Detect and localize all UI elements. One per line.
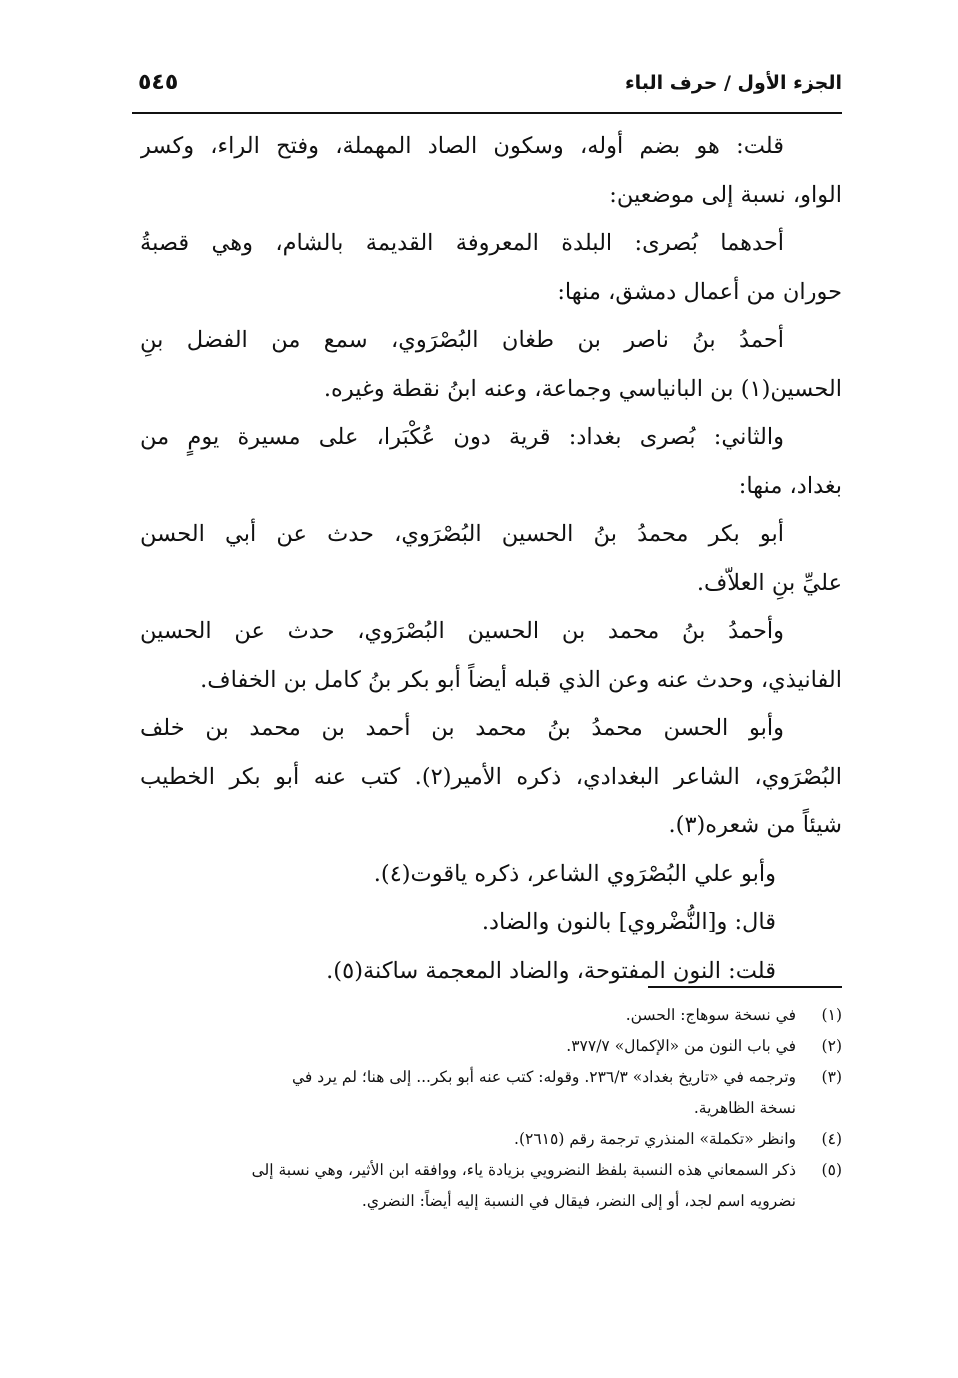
text-line: أحدهما بُصرى: البلدة المعروفة القديمة بالشام، وهي قصبةُ xyxy=(140,230,784,256)
text-line: قال: و[النُّضْروي] بالنون والضاد. xyxy=(481,909,776,935)
footnote-number: (٣) xyxy=(821,1068,842,1086)
main-text xyxy=(140,122,842,995)
footnote xyxy=(134,1031,842,1062)
footnote-text: وانظر «تكملة» المنذري ترجمة رقم (٢٦١٥). xyxy=(514,1130,796,1148)
footnote xyxy=(134,1124,842,1155)
footnote-number: (٤) xyxy=(821,1130,842,1148)
text-line: قلت: هو بضم أوله، وسكون الصاد المهملة، وفتح الراء، وكسر xyxy=(140,133,784,159)
footnote-text: نسخة الظاهرية. xyxy=(693,1099,796,1117)
footnote xyxy=(134,1000,842,1031)
text-line: والثاني: بُصرى بغداد: قرية دون عُكْبَرا، على مسيرة يومٍ من xyxy=(140,424,784,450)
footnote-text: ذكر السمعاني هذه النسبة بلفظ النضرويي بزيادة ياء، ووافقه ابن الأثير، وهي نسبة إلى xyxy=(251,1161,796,1179)
footnotes xyxy=(134,1000,842,1217)
text-line: قلت: النون المفتوحة، والضاد المعجمة ساكنة(٥). xyxy=(326,957,776,984)
header-rule xyxy=(132,112,842,114)
text-line: حوران من أعمال دمشق، منها: xyxy=(557,278,842,305)
text-line: بغداد، منها: xyxy=(738,472,842,499)
footnote xyxy=(134,1155,842,1217)
running-title: الجزء الأول / حرف الباء xyxy=(624,72,842,94)
footnote-text: نضرويه اسم لجد، أو إلى النضر، فيقال في النسبة إليه أيضاً: النضري. xyxy=(361,1192,796,1210)
footnote-text: في نسخة سوهاج: الحسن. xyxy=(625,1006,796,1024)
text-line: الواو، نسبة إلى موضعين: xyxy=(609,181,842,208)
footnote-number: (٥) xyxy=(821,1161,842,1179)
text-line: عليِّ بنِ العلاّف. xyxy=(696,569,842,596)
footnote-text: وترجمه في «تاريخ بغداد» ٢٣٦/٣. وقوله: كتب عنه أبو بكر... إلى هنا؛ لم يرد في xyxy=(291,1068,796,1086)
footnote-text: في باب النون من «الإكمال» ٣٧٧/٧. xyxy=(566,1037,796,1055)
footnote-number: (١) xyxy=(821,1006,842,1024)
text-line: الحسين(١) بن البانياسي وجماعة، وعنه ابنُ نقطة وغيره. xyxy=(323,375,842,402)
text-line: وأحمدُ بنُ محمد بن الحسين البُصْرَوي، حدث عن الحسين xyxy=(140,618,784,644)
footnote xyxy=(134,1062,842,1124)
text-line: وأبو علي البُصْرَوي الشاعر، ذكره ياقوت(٤). xyxy=(373,860,776,887)
text-line: البُصْرَوي، الشاعر البغدادي، ذكره الأمير(٢). كتب عنه أبو بكر الخطيب xyxy=(140,763,842,790)
page-number: ٥٤٥ xyxy=(138,70,179,95)
text-line: أبو بكر محمدُ بنُ الحسين البُصْرَوي، حدث عن أبي الحسن xyxy=(140,521,784,547)
footnote-separator xyxy=(648,986,842,988)
footnote-number: (٢) xyxy=(821,1037,842,1055)
text-line: الفانيذي، وحدث عنه وعن الذي قبله أيضاً أبو بكر بنُ كامل بن الخفاف. xyxy=(200,666,842,693)
page-header xyxy=(132,66,842,106)
text-line: شيئاً من شعره(٣). xyxy=(668,812,842,838)
text-line: وأبو الحسن محمدُ بنُ محمد بن أحمد بن محمد بن خلف xyxy=(140,715,784,741)
text-line: أحمدُ بنُ ناصر بن طغان البُصْرَوي، سمع من الفضل بنِ xyxy=(140,327,784,353)
